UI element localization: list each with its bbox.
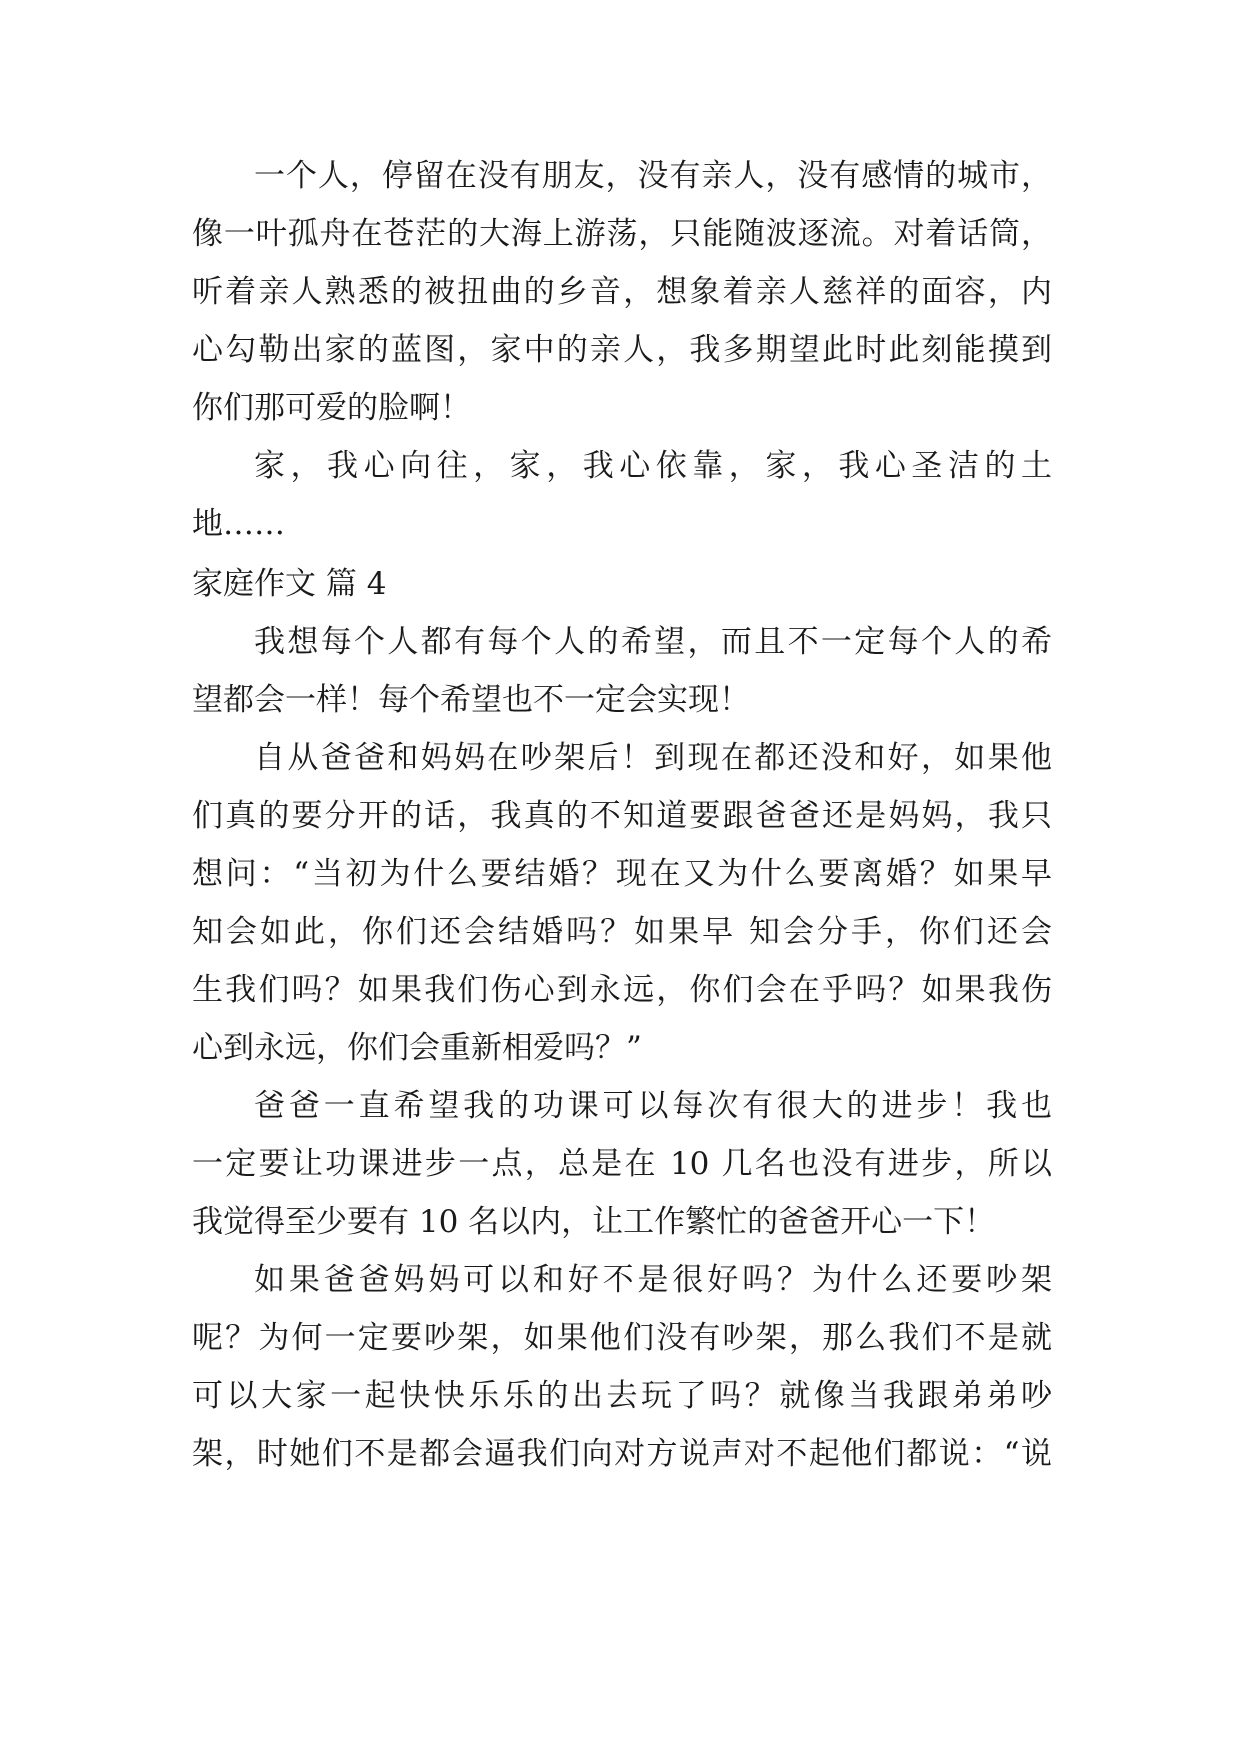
text-line: 我觉得至少要有 10 名以内，让工作繁忙的爸爸开心一下！ (192, 1204, 996, 1240)
text-line: 望都会一样！每个希望也不一定会实现！ (192, 682, 750, 718)
text-line: 像一叶孤舟在苍茫的大海上游荡，只能随波逐流。对着话筒， (192, 216, 1052, 252)
text-line: 呢？为何一定要吵架，如果他们没有吵架，那么我们不是就 (192, 1320, 1052, 1356)
text-line: 自从爸爸和妈妈在吵架后！到现在都还没和好，如果他 (254, 740, 1052, 776)
text-line: 可以大家一起快快乐乐的出去玩了吗？就像当我跟弟弟吵 (192, 1378, 1052, 1414)
text-line: 一定要让功课进步一点，总是在 10 几名也没有进步，所以 (192, 1146, 1052, 1182)
text-line: 如果爸爸妈妈可以和好不是很好吗？为什么还要吵架 (254, 1262, 1052, 1298)
text-line: 生我们吗？如果我们伤心到永远，你们会在乎吗？如果我伤 (192, 972, 1052, 1008)
paragraph-block-1 (192, 147, 1052, 553)
text-line: 想问：“当初为什么要结婚？现在又为什么要离婚？如果早 (192, 856, 1052, 892)
text-line: 我想每个人都有每个人的希望，而且不一定每个人的希 (254, 624, 1052, 660)
text-line: 听着亲人熟悉的被扭曲的乡音，想象着亲人慈祥的面容，内 (192, 274, 1052, 310)
text-line: 心到永远，你们会重新相爱吗？” (192, 1030, 642, 1066)
text-line: 架，时她们不是都会逼我们向对方说声对不起他们都说：“说 (192, 1436, 1052, 1472)
text-line: 爸爸一直希望我的功课可以每次有很大的进步！我也 (254, 1088, 1052, 1124)
text-line: 知会如此，你们还会结婚吗？如果早 知会分手，你们还会 (192, 914, 1052, 950)
section-heading: 家庭作文 篇 4 (192, 566, 387, 602)
text-line: 地…… (192, 506, 285, 542)
text-line: 你们那可爱的脸啊！ (192, 390, 471, 426)
paragraph-block-2 (192, 613, 1052, 1483)
text-line: 家，我心向往，家，我心依靠，家，我心圣洁的土 (254, 448, 1052, 484)
text-line: 心勾勒出家的蓝图，家中的亲人，我多期望此时此刻能摸到 (192, 332, 1052, 368)
text-line: 们真的要分开的话，我真的不知道要跟爸爸还是妈妈，我只 (192, 798, 1052, 834)
text-line: 一个人，停留在没有朋友，没有亲人，没有感情的城市， (254, 158, 1052, 194)
